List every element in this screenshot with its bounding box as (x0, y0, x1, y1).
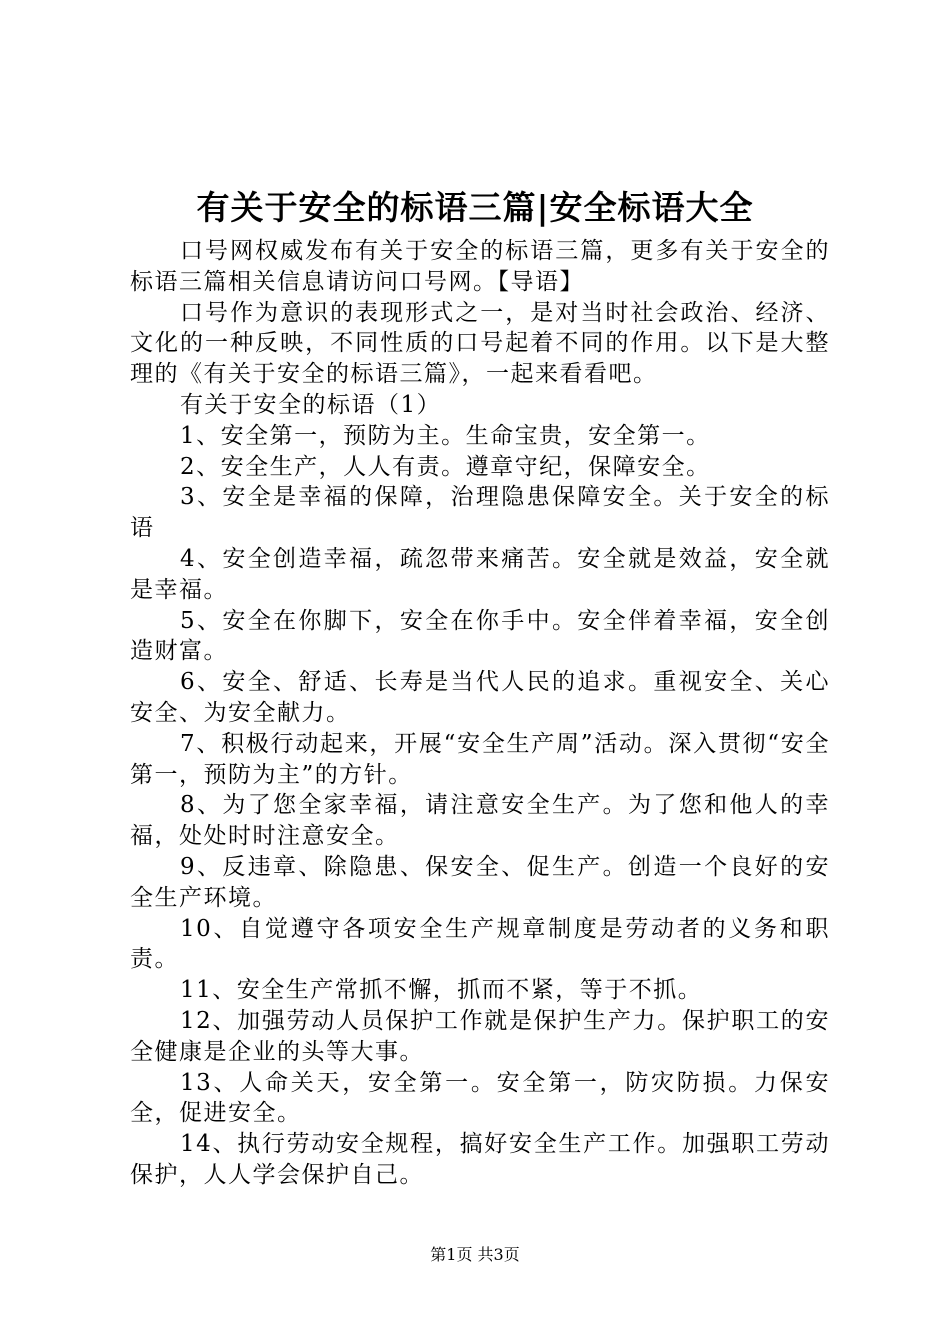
page-footer: 第1页 共3页 (430, 1245, 520, 1264)
slogan-item: 14、执行劳动安全规程，搞好安全生产工作。加强职工劳动保护，人人学会保护自己。 (130, 1131, 830, 1188)
page-title: 有关于安全的标语三篇|安全标语大全 (196, 188, 754, 227)
slogan-item: 11、安全生产常抓不懈，抓而不紧，等于不抓。 (180, 977, 703, 1004)
slogan-item: 8、为了您全家幸福，请注意安全生产。为了您和他人的幸福，处处时时注意安全。 (130, 792, 830, 850)
slogan-item: 6、安全、舒适、长寿是当代人民的追求。重视安全、关心安全、为安全献力。 (130, 669, 830, 726)
slogan-item: 4、安全创造幸福，疏忽带来痛苦。安全就是效益，安全就是幸福。 (130, 545, 830, 603)
slogan-item: 3、安全是幸福的保障，治理隐患保障安全。关于安全的标语 (130, 484, 830, 542)
section-heading: 有关于安全的标语（1） (180, 391, 442, 418)
paragraph-intro: 口号网权威发布有关于安全的标语三篇，更多有关于安全的标语三篇相关信息请访问口号网。【导语】 (130, 238, 830, 295)
slogan-item: 12、加强劳动人员保护工作就是保护生产力。保护职工的安全健康是企业的头等大事。 (130, 1007, 830, 1065)
slogan-item: 10、自觉遵守各项安全生产规章制度是劳动者的义务和职责。 (130, 915, 830, 973)
paragraph-lead: 口号作为意识的表现形式之一，是对当时社会政治、经济、文化的一种反映，不同性质的口号起着不同的作用。以下是大整理的《有关于安全的标语三篇》，一起来看看吧。 (130, 299, 830, 388)
slogan-item: 9、反违章、除隐患、保安全、促生产。创造一个良好的安全生产环境。 (130, 853, 830, 911)
slogan-item: 1、安全第一，预防为主。生命宝贵，安全第一。 (180, 422, 711, 449)
document-body (130, 236, 830, 1191)
slogan-item: 7、积极行动起来，开展“安全生产周”活动。深入贯彻“安全第一，预防为主”的方针。 (130, 730, 830, 788)
slogan-item: 2、安全生产，人人有责。遵章守纪，保障安全。 (180, 453, 711, 480)
slogan-item: 13、人命关天，安全第一。安全第一，防灾防损。力保安全，促进安全。 (130, 1069, 830, 1127)
slogan-item: 5、安全在你脚下，安全在你手中。安全伴着幸福，安全创造财富。 (130, 607, 830, 665)
